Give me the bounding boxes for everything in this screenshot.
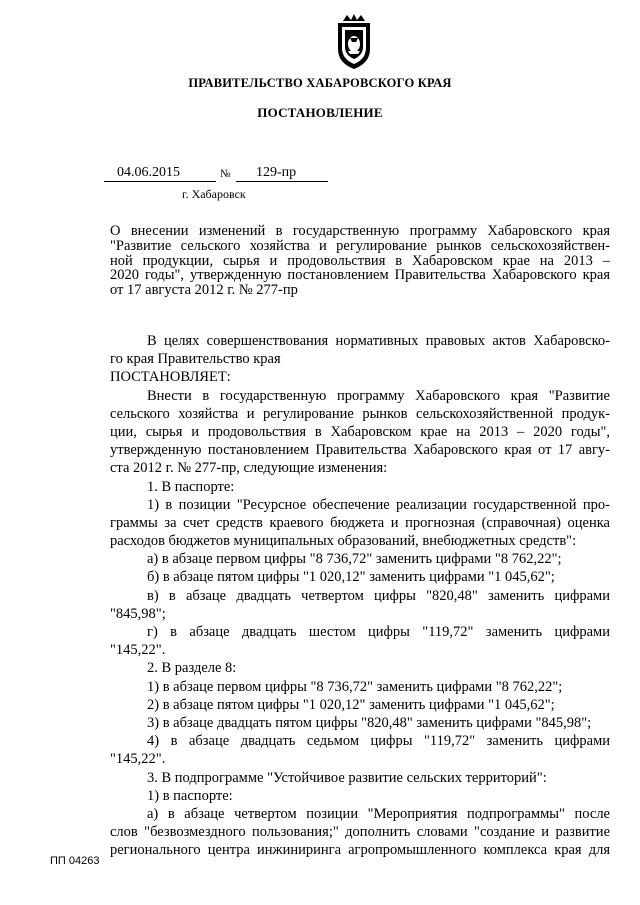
body-line: 3) в абзаце двадцать пятом цифры "820,48" заменить цифрами "845,98"; xyxy=(147,714,592,731)
document-body xyxy=(110,332,610,859)
subject-line: О внесении изменений в государственную программу Хабаровского края xyxy=(110,223,610,239)
body-line: Внести в государственную программу Хабаровского края "Развитие xyxy=(147,387,610,404)
body-line: "145,22". xyxy=(110,751,166,768)
body-line: 1) в абзаце первом цифры "8 736,72" заменить цифрами "8 762,22"; xyxy=(147,678,563,695)
body-line: а) в абзаце четвертом позиции "Мероприятия подпрограммы" после xyxy=(147,805,610,822)
body-line: г) в абзаце двадцать шестом цифры "119,72" заменить цифрами xyxy=(147,624,610,640)
body-line: граммы за счет средств краевого бюджета и прогнозная (справочная) оценка xyxy=(110,514,610,531)
body-line: расходов бюджетов муниципальных образований, внебюджетных средств": xyxy=(110,533,577,550)
body-line: ции, сырья и продовольствия в Хабаровском крае на 2013 – 2020 годы", xyxy=(110,423,610,440)
document-subject xyxy=(110,224,610,298)
body-line: 1) в позиции "Ресурсное обеспечение реализации государственной про- xyxy=(147,496,610,513)
date-underline xyxy=(104,181,216,182)
document-city: г. Хабаровск xyxy=(182,187,246,201)
body-line: в) в абзаце двадцать четвертом цифры "820,48" заменить цифрами xyxy=(147,587,610,604)
body-line: 2. В разделе 8: xyxy=(147,660,237,677)
government-title: ПРАВИТЕЛЬСТВО ХАБАРОВСКОГО КРАЯ xyxy=(188,76,452,90)
number-sign: № xyxy=(220,168,231,180)
number-underline xyxy=(236,181,328,182)
body-line: ПОСТАНОВЛЯЕТ: xyxy=(110,369,231,386)
body-line: В целях совершенствования нормативных правовых актов Хабаровско- xyxy=(147,333,610,349)
body-line: сельского хозяйства и регулирование рынков сельскохозяйственной продук- xyxy=(110,405,610,422)
body-line: а) в абзаце первом цифры "8 736,72" заменить цифрами "8 762,22"; xyxy=(147,551,562,568)
body-line: б) в абзаце пятом цифры "1 020,12" заменить цифрами "1 045,62"; xyxy=(147,569,555,586)
body-line: 3. В подпрограмме "Устойчивое развитие сельских территорий": xyxy=(147,769,547,786)
body-line: 2) в абзаце пятом цифры "1 020,12" заменить цифрами "1 045,62"; xyxy=(147,696,555,713)
subject-line: 2020 годы", утвержденную постановлением Правительства Хабаровского края xyxy=(110,267,610,284)
body-line: "145,22". xyxy=(110,642,166,659)
body-line: слов "безвозмездного пользования;" дополнить словами "создание и развитие xyxy=(110,824,610,841)
body-line: го края Правительство края xyxy=(110,351,281,368)
coat-of-arms-emblem xyxy=(328,13,380,71)
subject-line: "Развитие сельского хозяйства и регулирование рынков сельскохозяйствен- xyxy=(110,237,610,254)
body-line: 1. В паспорте: xyxy=(147,478,235,495)
document-number: 129-пр xyxy=(256,165,297,180)
body-line: ста 2012 г. № 277-пр, следующие изменения: xyxy=(110,460,388,477)
document-code: ПП 04263 xyxy=(50,855,100,867)
subject-line: от 17 августа 2012 г. № 277-пр xyxy=(110,282,298,299)
document-date: 04.06.2015 xyxy=(117,165,180,180)
subject-line: ной продукции, сырья и продовольствия в Хабаровском крае на 2013 – xyxy=(110,252,610,269)
body-line: 4) в абзаце двадцать седьмом цифры "119,72" заменить цифрами xyxy=(147,733,610,750)
body-line: "845,98"; xyxy=(110,605,166,622)
document-type: ПОСТАНОВЛЕНИЕ xyxy=(257,105,383,120)
body-line: 1) в паспорте: xyxy=(147,787,233,804)
body-line: утвержденную постановлением Правительства Хабаровского края от 17 авгу- xyxy=(110,442,610,459)
body-line: регионального центра инжиниринга агропромышленного комплекса края для xyxy=(110,842,610,859)
